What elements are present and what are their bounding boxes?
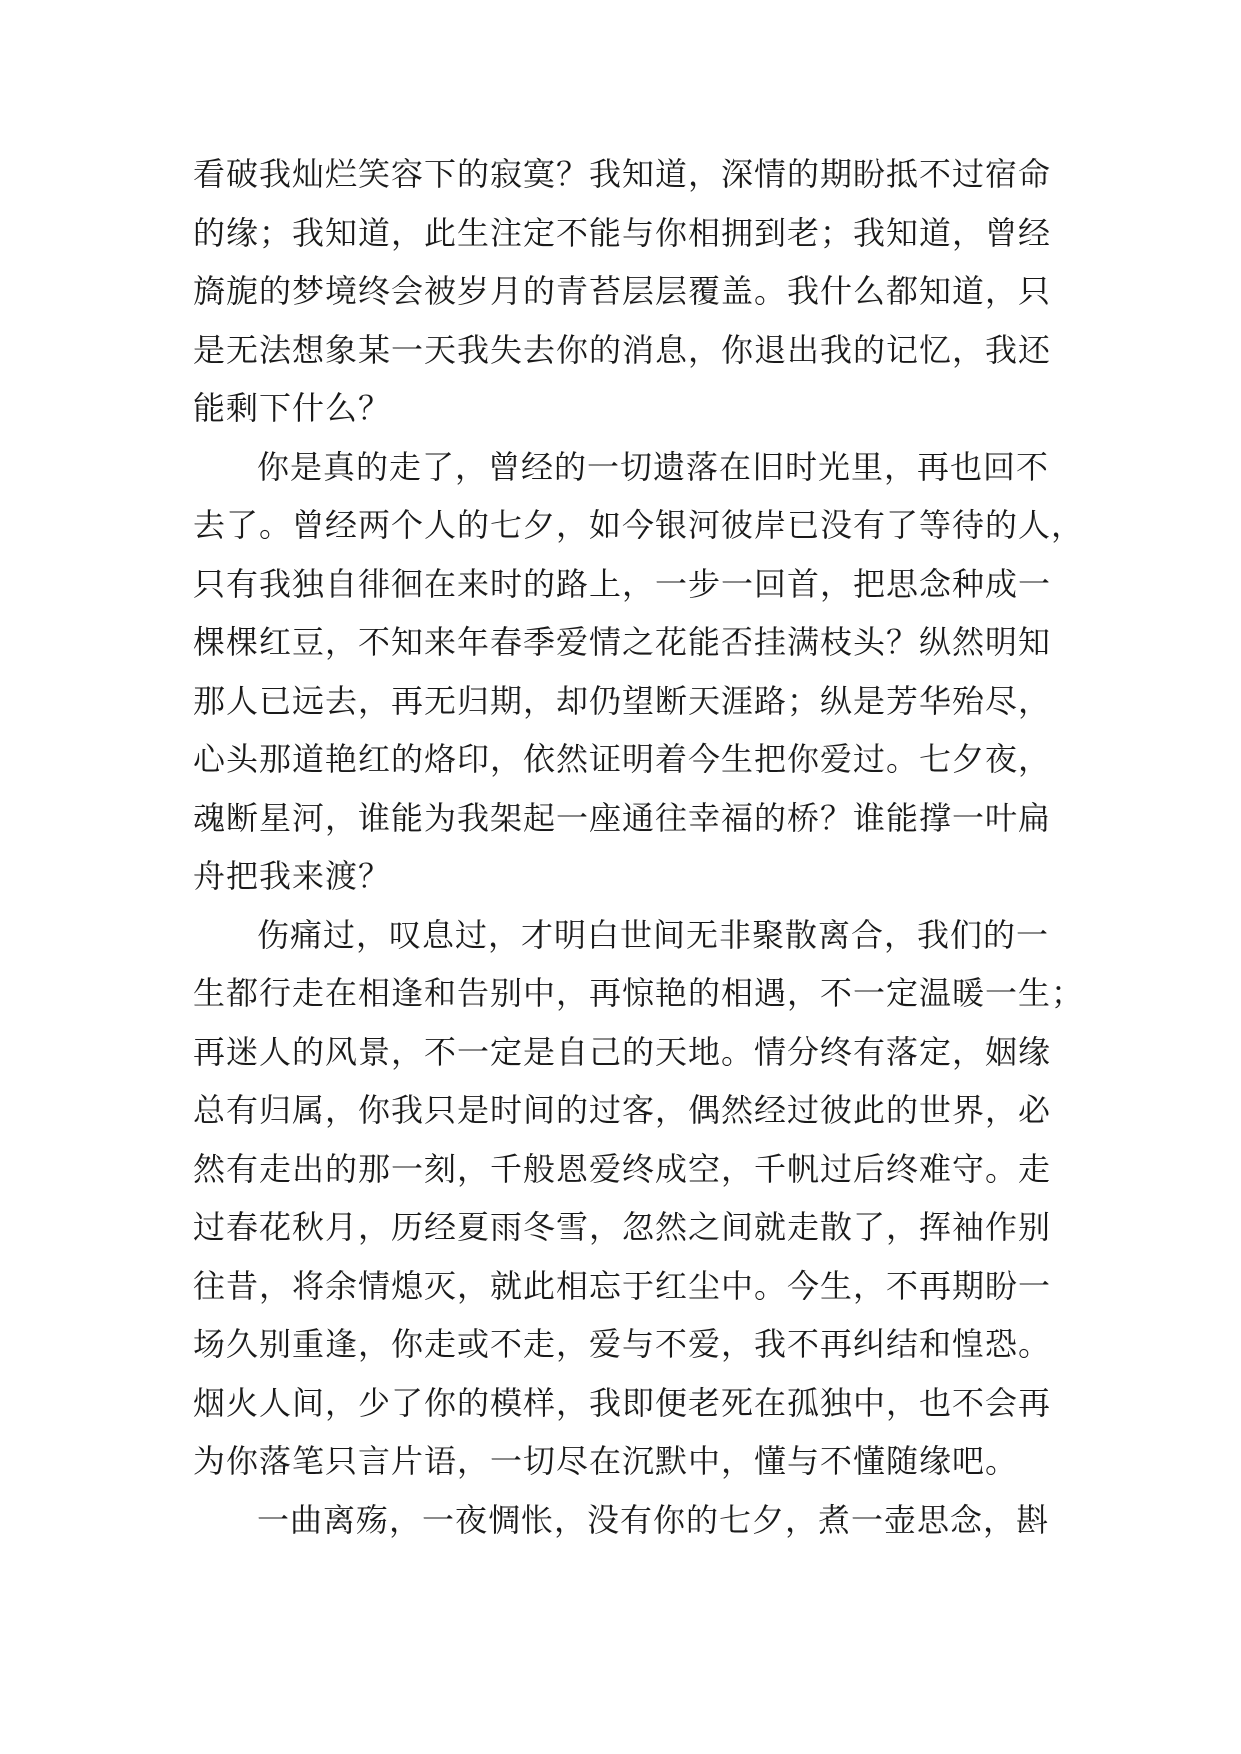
text-line: 的缘；我知道，此生注定不能与你相拥到老；我知道，曾经 xyxy=(193,213,1052,252)
text-line: 过春花秋月，历经夏雨冬雪，忽然之间就走散了，挥袖作别 xyxy=(193,1208,1052,1246)
text-line: 场久别重逢，你走或不走，爱与不爱，我不再纠结和惶恐。 xyxy=(193,1325,1052,1363)
text-line: 看破我灿烂笑容下的寂寞？我知道，深情的期盼抵不过宿命 xyxy=(193,155,1052,193)
text-line: 舟把我来渡？ xyxy=(193,857,392,895)
text-line: 然有走出的那一刻，千般恩爱终成空，千帆过后终难守。走 xyxy=(193,1149,1052,1188)
text-line: 只有我独自徘徊在来时的路上，一步一回首，把思念种成一 xyxy=(193,564,1052,603)
text-line: 再迷人的风景，不一定是自己的天地。情分终有落定，姻缘 xyxy=(193,1032,1052,1071)
text-line: 为你落笔只言片语，一切尽在沉默中，懂与不懂随缘吧。 xyxy=(193,1442,1019,1480)
text-line: 往昔，将余情熄灭，就此相忘于红尘中。今生，不再期盼一 xyxy=(193,1266,1052,1305)
text-line: 那人已远去，再无归期，却仍望断天涯路；纵是芳华殆尽， xyxy=(193,681,1052,720)
text-line: 生都行走在相逢和告别中，再惊艳的相遇，不一定温暖一生； xyxy=(193,974,1085,1012)
text-line: 去了。曾经两个人的七夕，如今银河彼岸已没有了等待的人， xyxy=(193,506,1085,544)
text-line: 心头那道艳红的烙印，依然证明着今生把你爱过。七夕夜， xyxy=(193,740,1052,778)
text-line: 总有归属，你我只是时间的过客，偶然经过彼此的世界，必 xyxy=(193,1091,1052,1129)
text-line: 能剩下什么？ xyxy=(193,389,392,427)
text-line: 是无法想象某一天我失去你的消息，你退出我的记忆，我还 xyxy=(193,330,1052,369)
text-line: 棵棵红豆，不知来年春季爱情之花能否挂满枝头？纵然明知 xyxy=(193,623,1052,661)
text-line: 旖旎的梦境终会被岁月的青苔层层覆盖。我什么都知道，只 xyxy=(193,272,1052,310)
article-body xyxy=(193,145,1085,1549)
paragraph-first-line: 伤痛过，叹息过，才明白世间无非聚散离合，我们的一 xyxy=(257,915,1050,954)
text-line: 魂断星河，谁能为我架起一座通往幸福的桥？谁能撑一叶扁 xyxy=(193,798,1052,837)
paragraph-first-line: 你是真的走了，曾经的一切遗落在旧时光里，再也回不 xyxy=(257,447,1050,486)
text-line: 烟火人间，少了你的模样，我即便老死在孤独中，也不会再 xyxy=(193,1383,1052,1422)
paragraph-first-line: 一曲离殇，一夜惆怅，没有你的七夕，煮一壶思念，斟 xyxy=(257,1500,1050,1539)
